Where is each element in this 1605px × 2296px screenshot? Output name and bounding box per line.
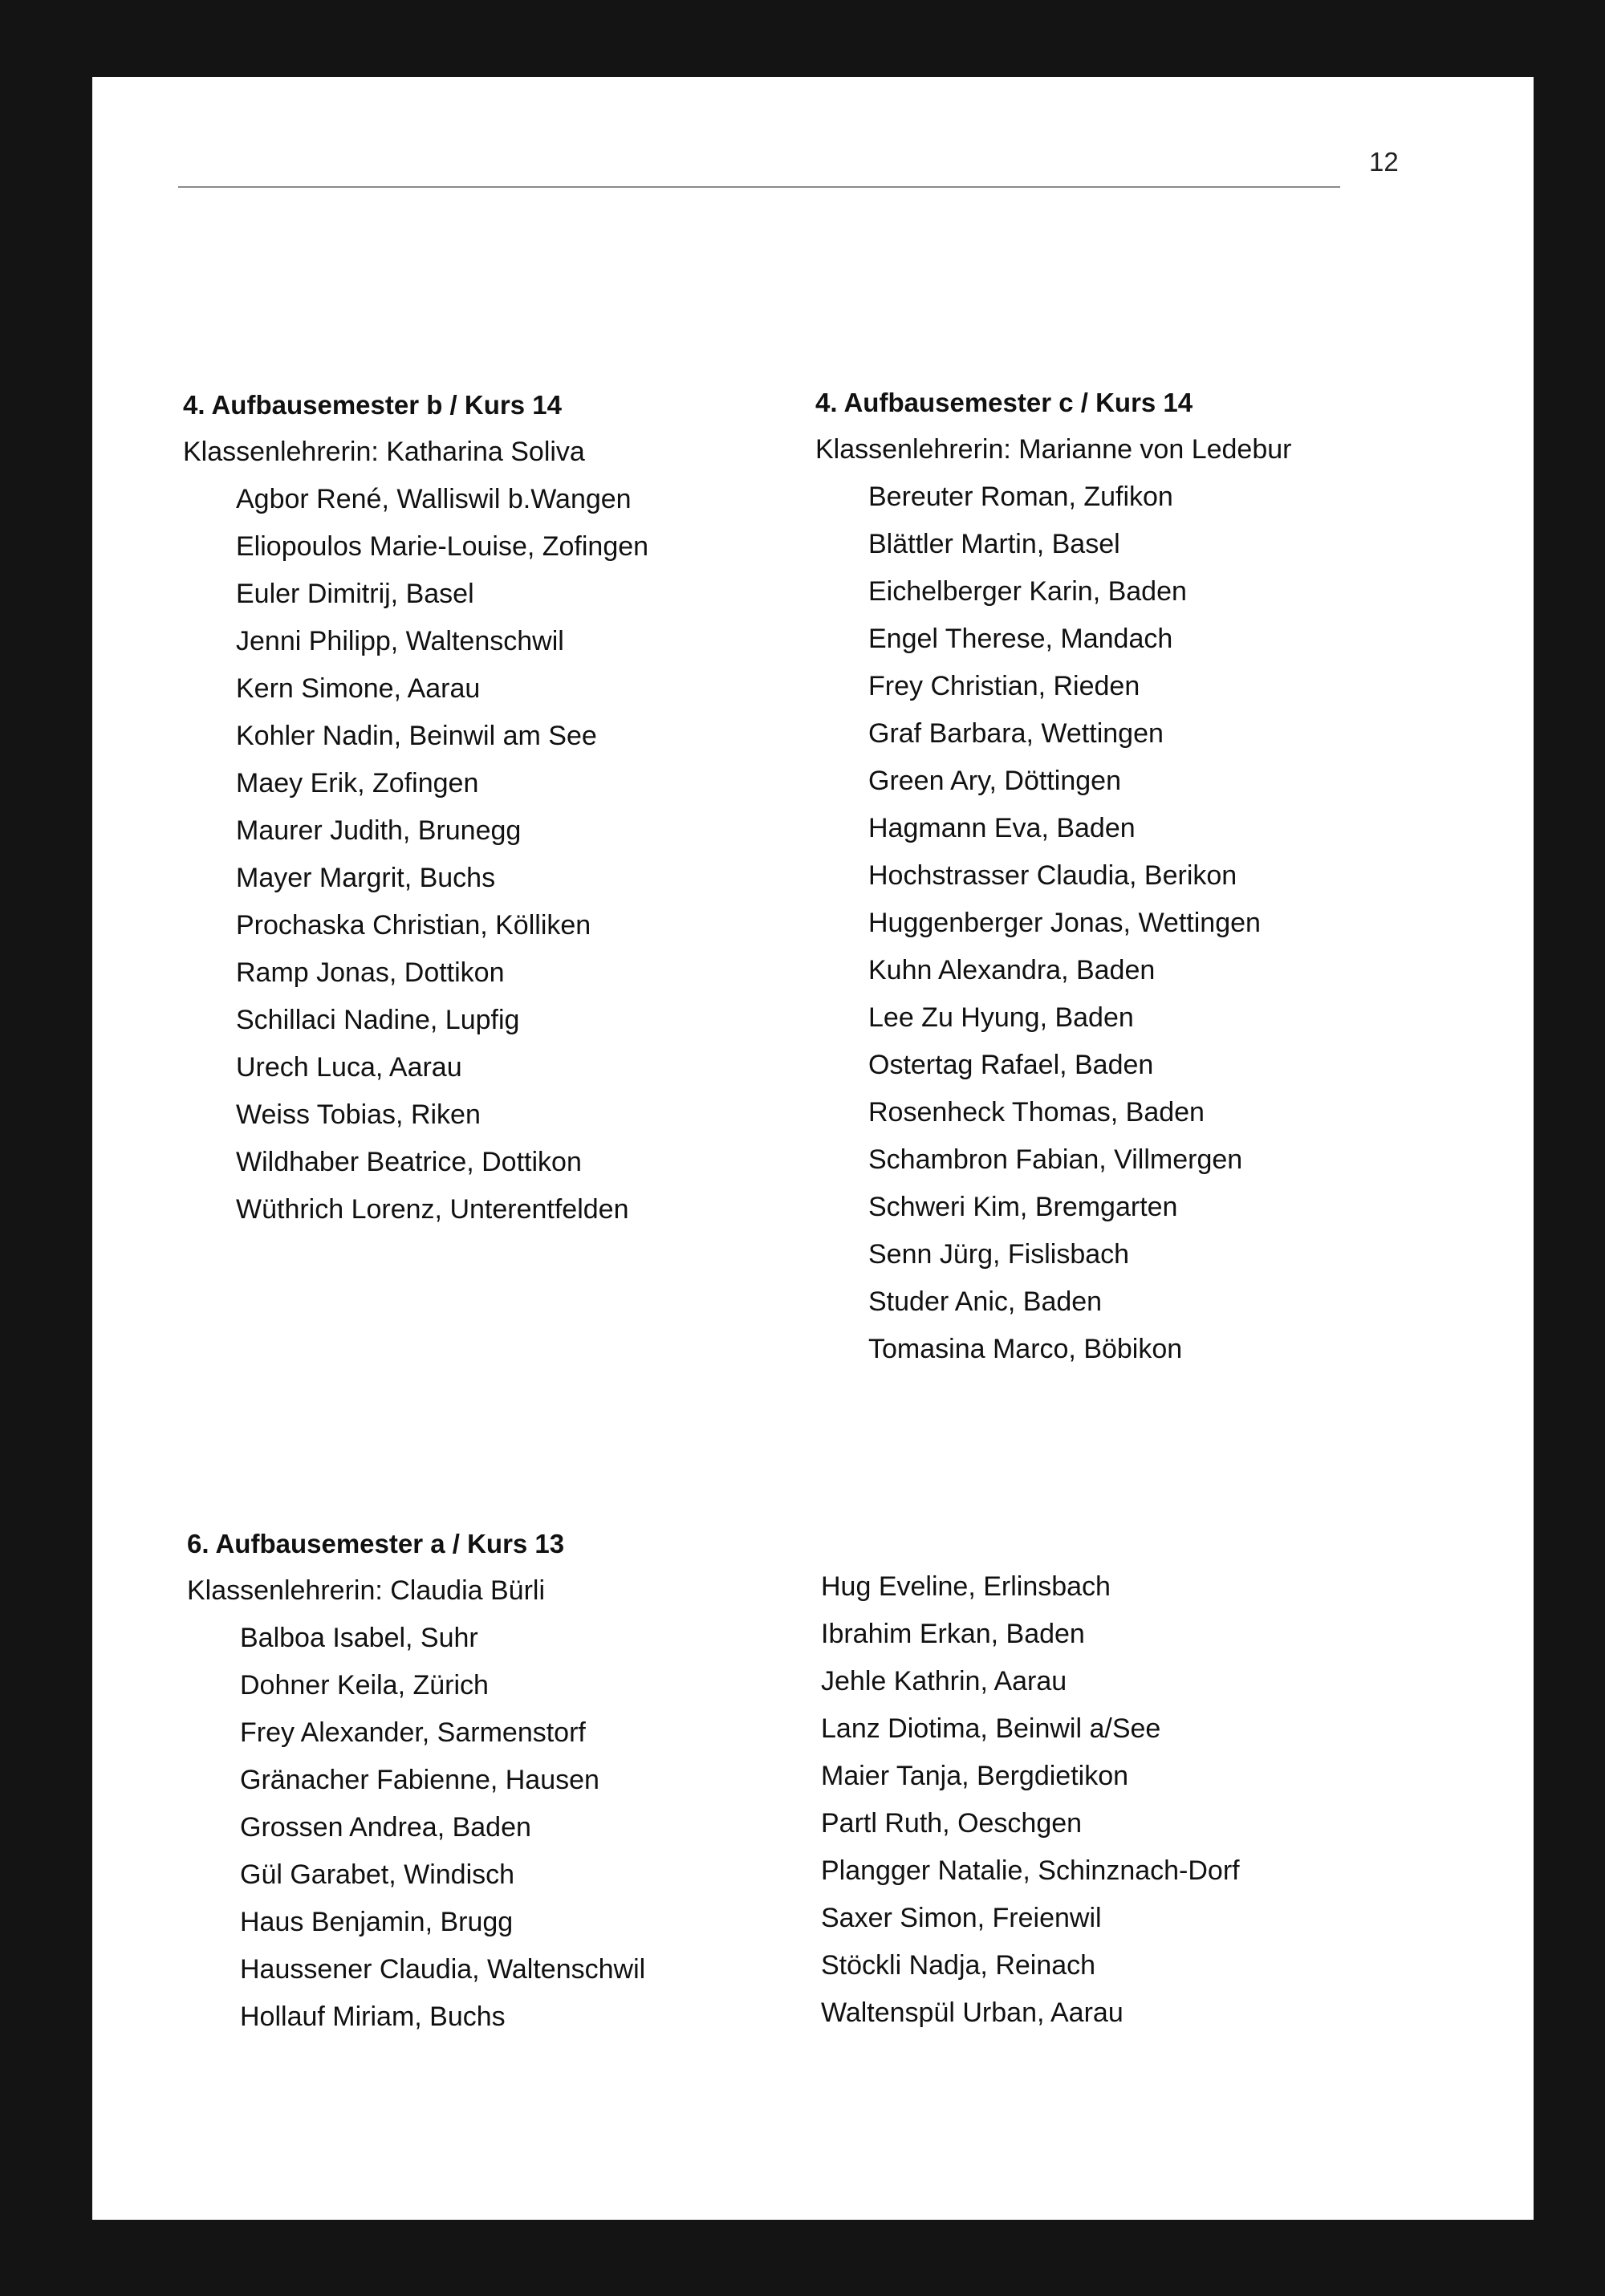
student-entry: Graf Barbara, Wettingen: [868, 718, 1164, 749]
student-entry: Kern Simone, Aarau: [236, 673, 481, 704]
student-entry: Eichelberger Karin, Baden: [868, 576, 1187, 607]
student-entry: Urech Luca, Aarau: [236, 1052, 462, 1083]
student-entry: Green Ary, Döttingen: [868, 766, 1121, 796]
student-list: [815, 473, 1291, 1373]
student-entry: Senn Jürg, Fislisbach: [868, 1239, 1130, 1270]
student-entry: Grossen Andrea, Baden: [240, 1812, 531, 1843]
student-entry: Wüthrich Lorenz, Unterentfelden: [236, 1194, 629, 1225]
class-teacher: Klassenlehrerin: Katharina Soliva: [183, 437, 585, 467]
student-entry: Hochstrasser Claudia, Berikon: [868, 860, 1237, 891]
class-teacher: Klassenlehrerin: Claudia Bürli: [187, 1575, 546, 1606]
student-entry: Wildhaber Beatrice, Dottikon: [236, 1147, 582, 1177]
student-entry: Hagmann Eva, Baden: [868, 813, 1136, 843]
class-teacher: Klassenlehrerin: Marianne von Ledebur: [815, 434, 1292, 465]
student-entry: Waltenspül Urban, Aarau: [821, 1997, 1124, 2028]
student-entry: Dohner Keila, Zürich: [240, 1670, 489, 1701]
student-entry: Tomasina Marco, Böbikon: [868, 1334, 1183, 1364]
student-entry: Hug Eveline, Erlinsbach: [821, 1571, 1111, 1602]
class-section-4c: [815, 379, 1291, 1373]
student-entry: Plangger Natalie, Schinznach-Dorf: [821, 1855, 1240, 1886]
student-entry: Huggenberger Jonas, Wettingen: [868, 908, 1261, 938]
page-number: 12: [1369, 147, 1399, 177]
student-entry: Lanz Diotima, Beinwil a/See: [821, 1713, 1161, 1744]
student-entry: Eliopoulos Marie-Louise, Zofingen: [236, 531, 649, 562]
student-entry: Blättler Martin, Basel: [868, 529, 1120, 559]
class-section-6a-continued: [821, 1563, 1240, 2037]
student-entry: Maier Tanja, Bergdietikon: [821, 1761, 1129, 1791]
section-title: 4. Aufbausemester c / Kurs 14: [815, 388, 1193, 417]
student-list-continued: [821, 1563, 1240, 2037]
student-entry: Gränacher Fabienne, Hausen: [240, 1765, 599, 1795]
student-entry: Frey Alexander, Sarmenstorf: [240, 1717, 586, 1748]
student-entry: Kohler Nadin, Beinwil am See: [236, 721, 597, 751]
student-entry: Ramp Jonas, Dottikon: [236, 957, 505, 988]
student-entry: Haussener Claudia, Waltenschwil: [240, 1954, 646, 1985]
student-entry: Agbor René, Walliswil b.Wangen: [236, 484, 632, 514]
student-entry: Hollauf Miriam, Buchs: [240, 2001, 506, 2032]
student-entry: Maurer Judith, Brunegg: [236, 815, 522, 846]
student-entry: Schweri Kim, Bremgarten: [868, 1192, 1178, 1222]
class-section-4b: [183, 381, 648, 1233]
student-entry: Kuhn Alexandra, Baden: [868, 955, 1156, 985]
student-entry: Prochaska Christian, Kölliken: [236, 910, 591, 941]
class-section-6a: [187, 1520, 645, 2041]
header-rule: [178, 186, 1340, 188]
student-entry: Lee Zu Hyung, Baden: [868, 1002, 1134, 1033]
student-list: [183, 476, 648, 1233]
student-list: [187, 1615, 645, 2041]
student-entry: Bereuter Roman, Zufikon: [868, 482, 1173, 512]
section-title: 6. Aufbausemester a / Kurs 13: [187, 1529, 565, 1558]
student-entry: Mayer Margrit, Buchs: [236, 863, 496, 893]
student-entry: Stöckli Nadja, Reinach: [821, 1950, 1096, 1981]
student-entry: Jehle Kathrin, Aarau: [821, 1666, 1067, 1697]
student-entry: Balboa Isabel, Suhr: [240, 1623, 478, 1653]
student-entry: Engel Therese, Mandach: [868, 624, 1173, 654]
student-entry: Ostertag Rafael, Baden: [868, 1050, 1154, 1080]
section-title: 4. Aufbausemester b / Kurs 14: [183, 390, 562, 420]
student-entry: Gül Garabet, Windisch: [240, 1859, 515, 1890]
student-entry: Haus Benjamin, Brugg: [240, 1907, 514, 1937]
student-entry: Saxer Simon, Freienwil: [821, 1903, 1102, 1933]
student-entry: Ibrahim Erkan, Baden: [821, 1619, 1085, 1649]
student-entry: Frey Christian, Rieden: [868, 671, 1140, 701]
student-entry: Partl Ruth, Oeschgen: [821, 1808, 1083, 1839]
student-entry: Rosenheck Thomas, Baden: [868, 1097, 1205, 1128]
student-entry: Maey Erik, Zofingen: [236, 768, 479, 799]
student-entry: Weiss Tobias, Riken: [236, 1099, 481, 1130]
student-entry: Schillaci Nadine, Lupfig: [236, 1005, 520, 1035]
student-entry: Jenni Philipp, Waltenschwil: [236, 626, 564, 656]
student-entry: Schambron Fabian, Villmergen: [868, 1144, 1243, 1175]
student-entry: Studer Anic, Baden: [868, 1286, 1103, 1317]
student-entry: Euler Dimitrij, Basel: [236, 579, 474, 609]
